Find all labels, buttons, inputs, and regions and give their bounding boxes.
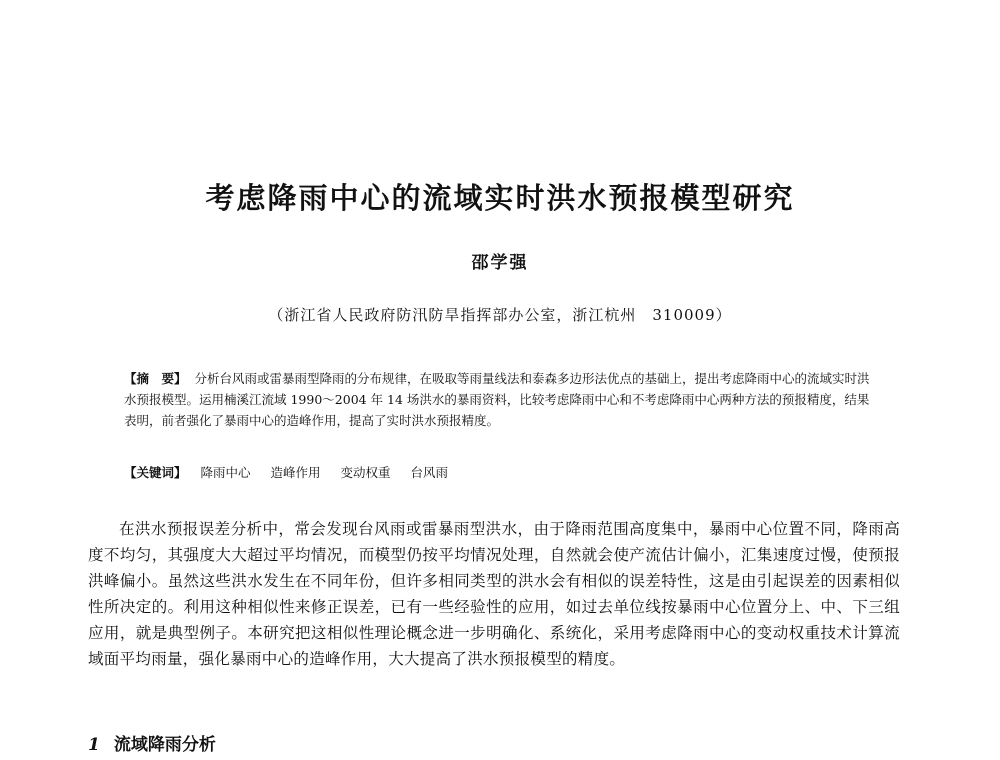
abstract-text: 分析台风雨或雷暴雨型降雨的分布规律，在吸取等雨量线法和泰森多边形法优点的基础上，提出考虑降雨中心的流域实时洪水预报模型。运用楠溪江流域 1990～2004 年 14 场洪水的暴雨资料，比较考虑降雨中心和不考虑降雨中心两种方法的预报精度，结果表明，前者强化了暴雨中心的造峰作用，提高了实时洪水预报精度。 — [124, 371, 870, 428]
abstract-label: 【摘 要】 — [124, 371, 187, 386]
body-paragraph: 在洪水预报误差分析中，常会发现台风雨或雷暴雨型洪水，由于降雨范围高度集中，暴雨中心位置不同，降雨高度不均匀，其强度大大超过平均情况，而模型仍按平均情况处理，自然就会使产流估计偏小，汇集速度过慢，使预报洪峰偏小。虽然这些洪水发生在不同年份，但许多相同类型的洪水会有相似的误差特性，这是由引起误差的因素相似性所决定的。利用这种相似性来修正误差，已有一些经验性的应用，如过去单位线按暴雨中心位置分上、中、下三组应用，就是典型例子。本研究把这相似性理论概念进一步明确化、系统化，采用考虑降雨中心的变动权重技术计算流域面平均雨量，强化暴雨中心的造峰作用，大大提高了洪水预报模型的精度。 — [88, 520, 900, 668]
keyword-item: 降雨中心 — [200, 465, 251, 480]
paper-title: 考虑降雨中心的流域实时洪水预报模型研究 — [205, 181, 795, 215]
abstract-block — [124, 368, 874, 431]
author-name: 邵学强 — [471, 253, 529, 273]
keyword-item: 台风雨 — [410, 465, 449, 480]
section-title: 流域降雨分析 — [113, 735, 216, 755]
section-number: 1 — [88, 735, 100, 755]
keyword-item: 造峰作用 — [270, 465, 321, 480]
keywords-label: 【关键词】 — [124, 465, 187, 480]
author-affiliation: （浙江省人民政府防汛防旱指挥部办公室，浙江杭州 310009） — [268, 306, 732, 324]
section-heading — [88, 730, 216, 755]
keywords-block — [124, 462, 874, 483]
keyword-item: 变动权重 — [340, 465, 391, 480]
